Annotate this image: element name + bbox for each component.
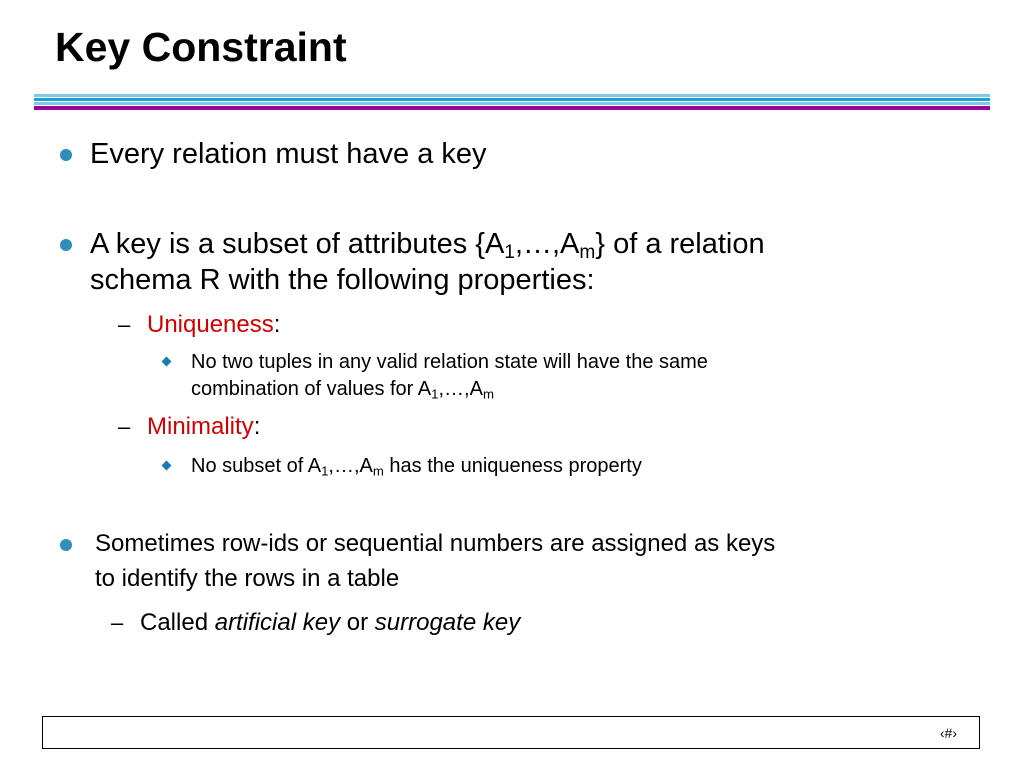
bullet-dot-icon (60, 239, 72, 251)
uniqueness-detail: combination of values for $A_1,\dots,A_m$ (191, 378, 494, 402)
bullet-text: schema R with the following properties: (90, 264, 595, 296)
title-divider (34, 106, 990, 110)
sub-bullet-dash: – (111, 610, 124, 635)
bullet-text: to identify the rows in a table (95, 565, 400, 592)
bullet-dot-icon (60, 539, 72, 551)
title-divider (34, 98, 990, 101)
bullet-text: Sometimes row-ids or sequential numbers are assigned as keys (95, 530, 776, 557)
uniqueness-heading: Uniqueness: (147, 311, 281, 338)
footer-box (42, 716, 980, 749)
bullet-dot-icon (60, 149, 72, 161)
sub-bullet-dash: – (118, 312, 131, 337)
diamond-bullet-icon (162, 357, 172, 367)
called-text: Called artificial key or surrogate key (140, 609, 521, 636)
minimality-detail: No subset of $A_1,\dots,A_m$ has the uniqueness property (191, 455, 642, 479)
page-number: ‹#› (939, 725, 957, 741)
sub-bullet-dash: – (118, 414, 131, 439)
slide-title: Key Constraint (55, 24, 347, 70)
uniqueness-detail: No two tuples in any valid relation state will have the same (191, 351, 708, 373)
title-divider (34, 94, 990, 97)
diamond-bullet-icon (162, 461, 172, 471)
minimality-heading: Minimality: (147, 413, 261, 440)
bullet-text: Every relation must have a key (90, 138, 487, 170)
bullet-text: A key is a subset of attributes $\{A_1,\dots,A_m\}$ of a relation (90, 228, 765, 263)
title-divider (34, 102, 990, 105)
